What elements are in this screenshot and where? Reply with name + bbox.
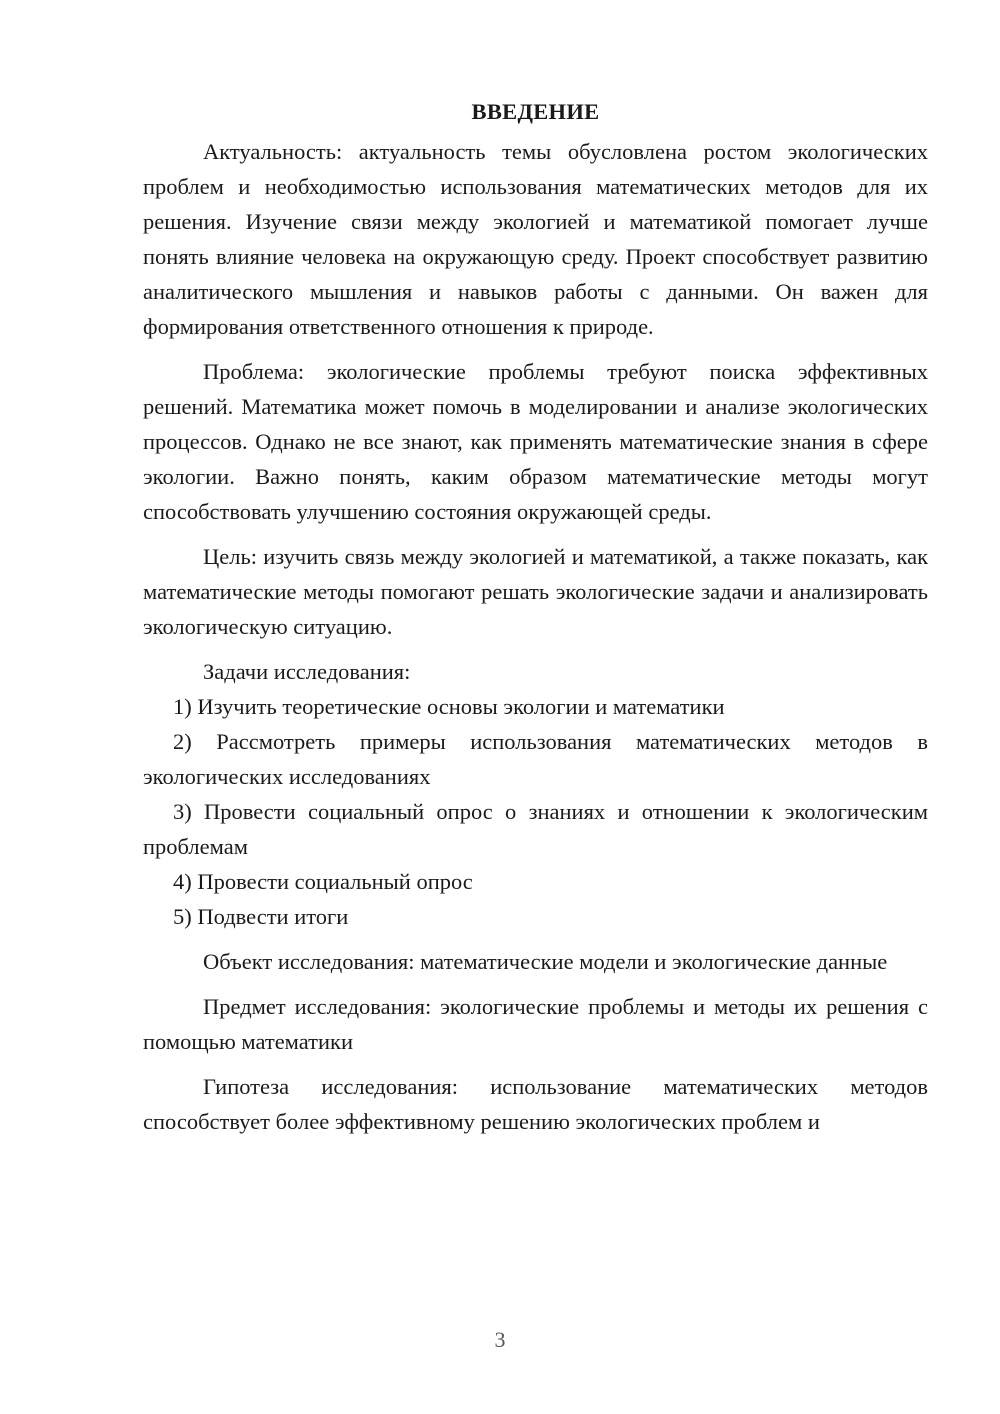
relevance-paragraph: Актуальность: актуальность темы обусловлена ростом экологических проблем и необходимостью использования математических методов для их решения. Изучение связи между экологией и математикой помогает лучше понять влияние человека на окружающую среду. Проект способствует развитию аналитического мышления и навыков работы с данными. Он важен для формирования ответственного отношения к природе. <box>143 139 928 339</box>
task-item-1: 1) Изучить теоретические основы экологии и математики <box>173 694 725 719</box>
object-paragraph: Объект исследования: математические модели и экологические данные <box>203 949 888 974</box>
page-title: ВВЕДЕНИЕ <box>471 99 600 124</box>
task-item-5: 5) Подвести итоги <box>173 904 349 929</box>
page-content <box>143 90 928 1139</box>
task-item-3: 3) Провести социальный опрос о знаниях и отношении к экологическим проблемам <box>143 799 928 859</box>
page-number: 3 <box>494 1327 506 1352</box>
tasks-heading: Задачи исследования: <box>203 659 411 684</box>
problem-paragraph: Проблема: экологические проблемы требуют поиска эффективных решений. Математика может помочь в моделировании и анализе экологических процессов. Однако не все знают, как применять математические знания в сфере экологии. Важно понять, каким образом математические методы могут способствовать улучшению состояния окружающей среды. <box>143 359 928 524</box>
task-item-2: 2) Рассмотреть примеры использования математических методов в экологических исследованиях <box>143 729 928 789</box>
task-item-4: 4) Провести социальный опрос <box>173 869 473 894</box>
goal-paragraph: Цель: изучить связь между экологией и математикой, а также показать, как математические методы помогают решать экологические задачи и анализировать экологическую ситуацию. <box>143 544 928 639</box>
hypothesis-paragraph: Гипотеза исследования: использование математических методов способствует более эффективному решению экологических проблем и <box>143 1074 928 1134</box>
subject-paragraph: Предмет исследования: экологические проблемы и методы их решения с помощью математики <box>143 994 928 1054</box>
